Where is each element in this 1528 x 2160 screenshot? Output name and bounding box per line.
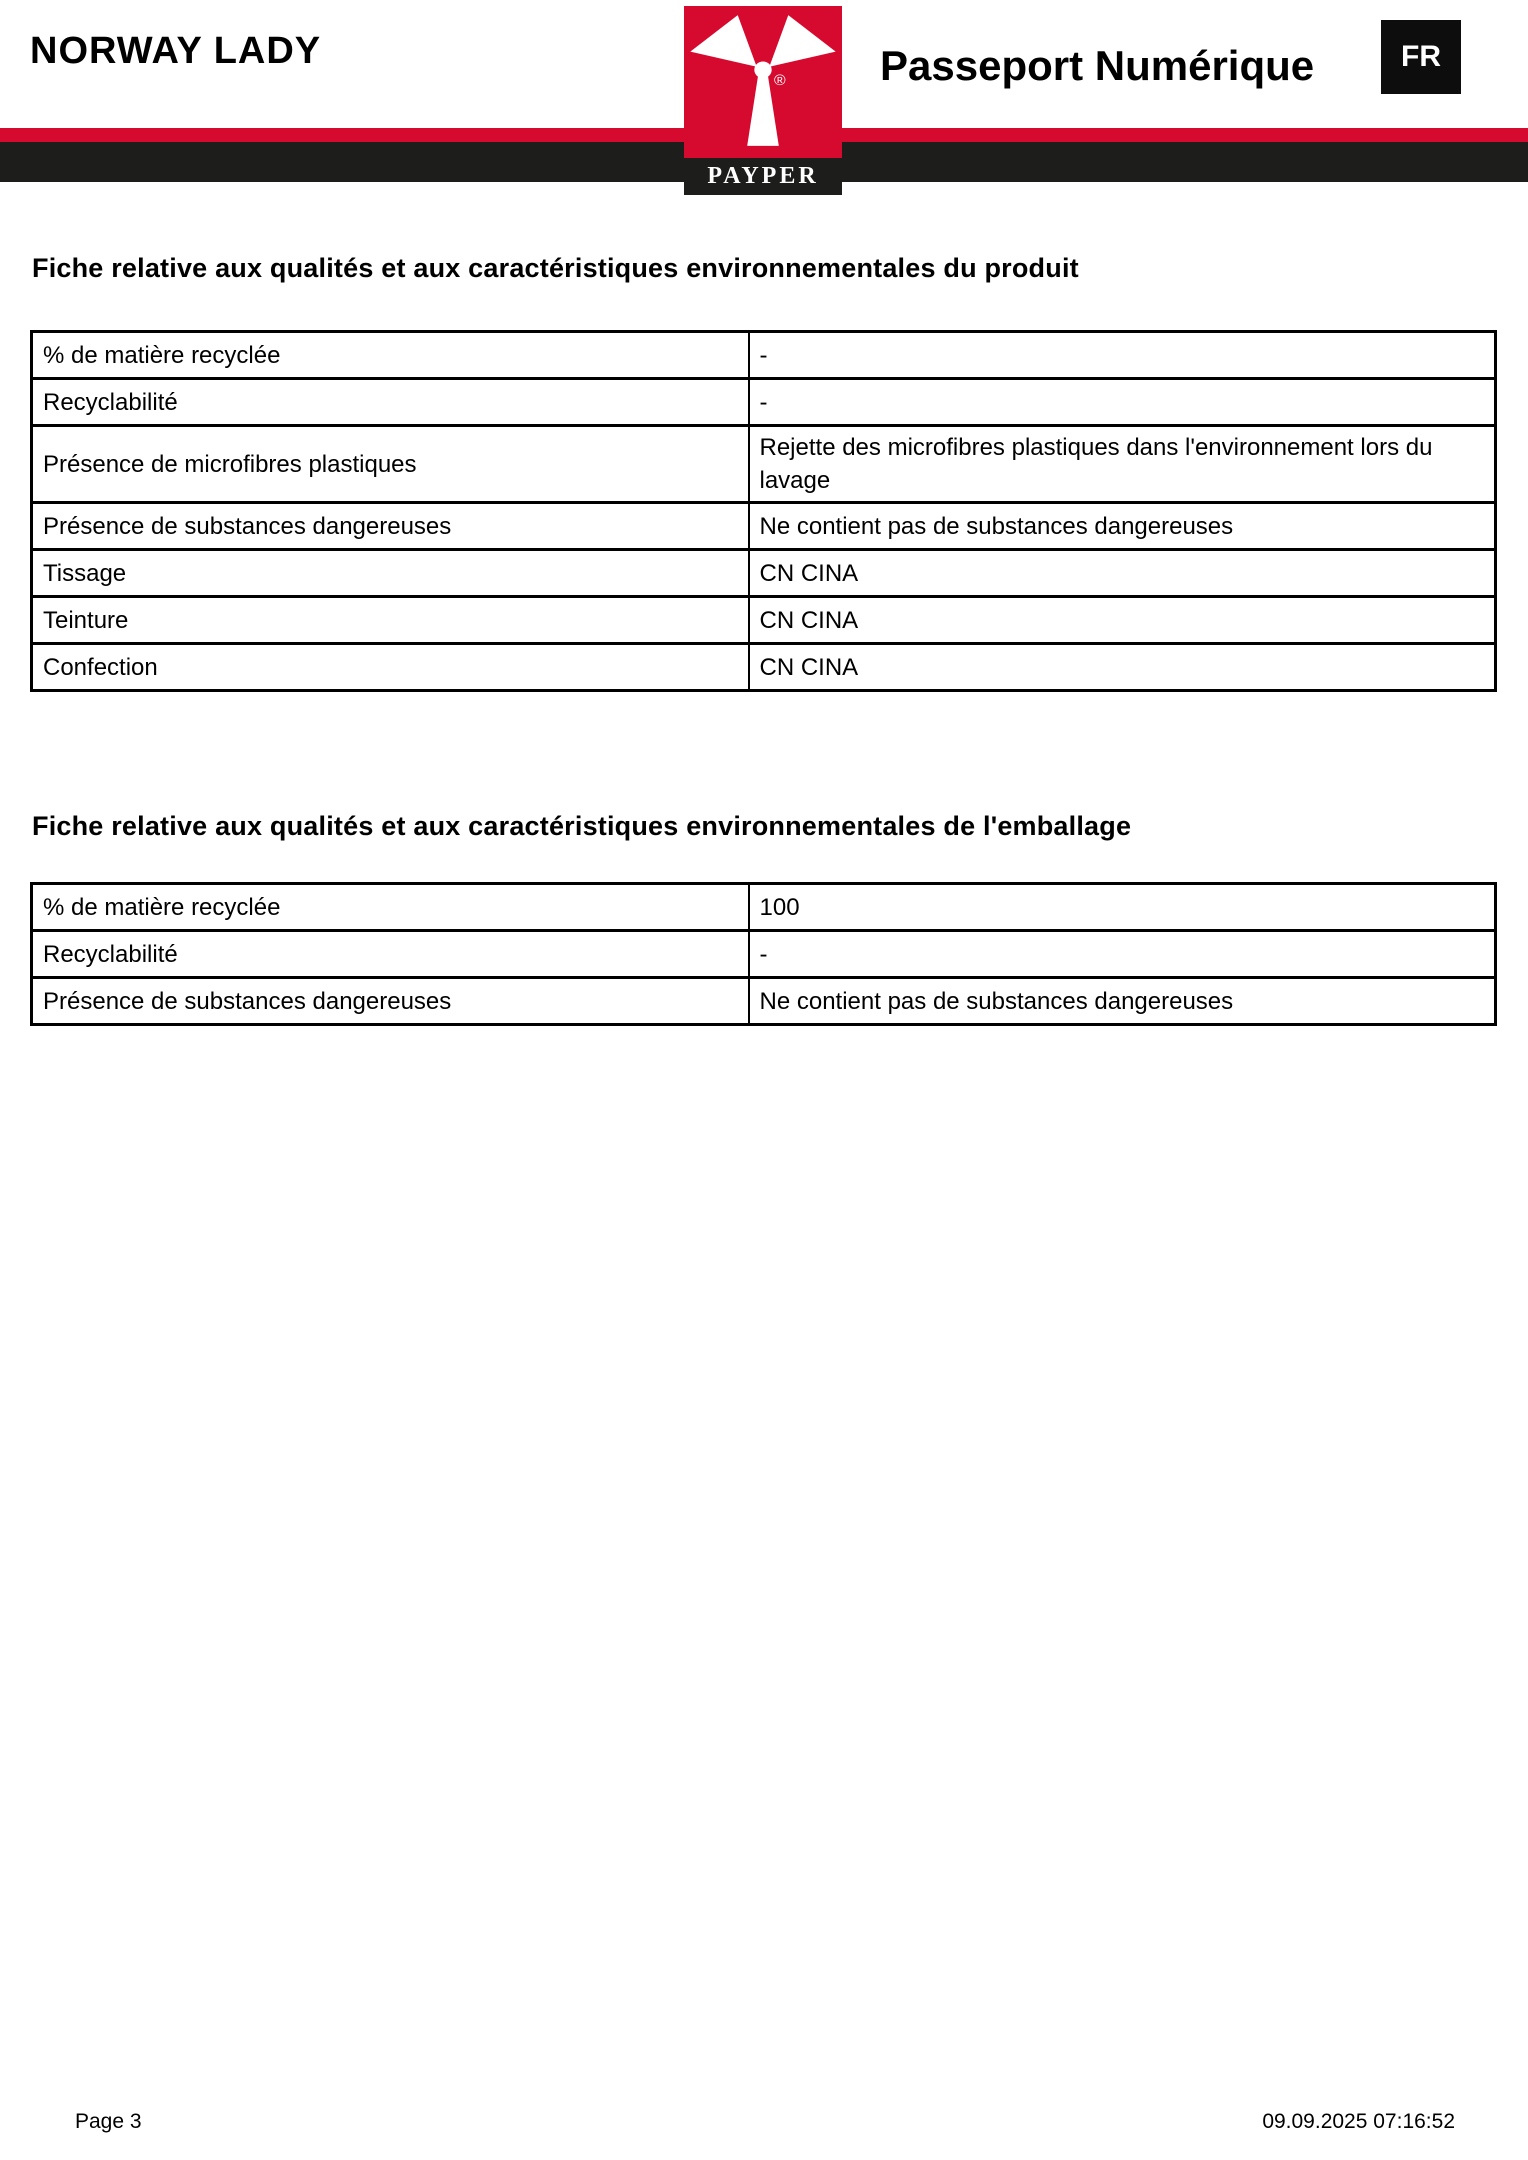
row-label: % de matière recyclée: [32, 884, 749, 931]
table-row: [32, 931, 1496, 978]
logo-red-square: [684, 6, 842, 158]
language-badge: FR: [1381, 20, 1461, 94]
brand-wordmark: PAYPER: [684, 158, 842, 195]
row-value: CN CINA: [749, 597, 1496, 644]
registered-mark: ®: [774, 72, 786, 89]
row-value: -: [749, 379, 1496, 426]
windmill-icon: [684, 6, 842, 158]
product-title: NORWAY LADY: [30, 30, 322, 72]
table-row: [32, 550, 1496, 597]
product-spec-table: [30, 330, 1497, 692]
row-label: % de matière recyclée: [32, 332, 749, 379]
row-label: Recyclabilité: [32, 931, 749, 978]
row-value: CN CINA: [749, 550, 1496, 597]
row-label: Tissage: [32, 550, 749, 597]
page-title: Passeport Numérique: [880, 42, 1315, 89]
packaging-spec-table: [30, 882, 1497, 1026]
section-title: Fiche relative aux qualités et aux caractéristiques environnementales de l'emballage: [32, 811, 1132, 841]
table-row: [32, 597, 1496, 644]
section-title: Fiche relative aux qualités et aux caractéristiques environnementales du produit: [32, 253, 1079, 283]
page-number: Page 3: [75, 2110, 142, 2133]
row-value: Rejette des microfibres plastiques dans l'environnement lors du lavage: [749, 426, 1496, 503]
row-value: CN CINA: [749, 644, 1496, 691]
row-label: Confection: [32, 644, 749, 691]
row-value: -: [749, 332, 1496, 379]
table-row: [32, 426, 1496, 503]
generation-timestamp: 09.09.2025 07:16:52: [1262, 2110, 1455, 2133]
table-row: [32, 503, 1496, 550]
table-row: [32, 978, 1496, 1025]
row-label: Présence de substances dangereuses: [32, 978, 749, 1025]
table-row: [32, 884, 1496, 931]
row-value: Ne contient pas de substances dangereuses: [749, 503, 1496, 550]
section-packaging: [30, 810, 1497, 1026]
section-product: [30, 252, 1497, 692]
payper-logo: [684, 6, 842, 195]
table-row: [32, 332, 1496, 379]
row-label: Présence de substances dangereuses: [32, 503, 749, 550]
row-label: Présence de microfibres plastiques: [32, 426, 749, 503]
row-value: -: [749, 931, 1496, 978]
row-value: Ne contient pas de substances dangereuses: [749, 978, 1496, 1025]
table-row: [32, 379, 1496, 426]
row-label: Recyclabilité: [32, 379, 749, 426]
table-row: [32, 644, 1496, 691]
row-value: 100: [749, 884, 1496, 931]
row-label: Teinture: [32, 597, 749, 644]
